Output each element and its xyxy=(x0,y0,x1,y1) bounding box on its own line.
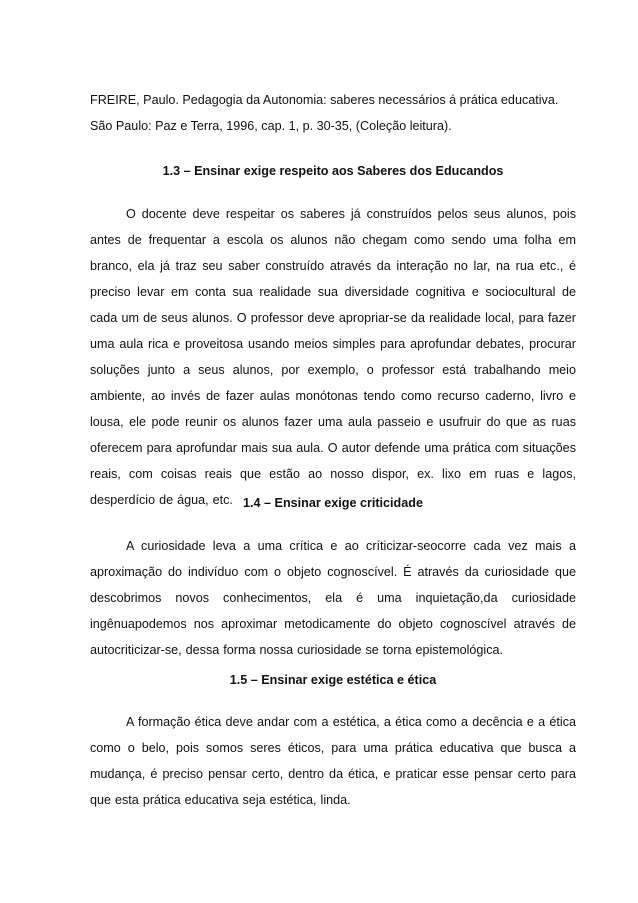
section-paragraph-1-3: O docente deve respeitar os saberes já construídos pelos seus alunos, pois antes de frequentar a escola os alunos não chegam como sendo uma folha em branco, ela já traz seu saber construído através da interação no lar, na rua etc., é preciso levar em conta sua realidade sua diversidade cognitiva e sociocultural de cada um de seus alunos. O professor deve apropriar-se da realidade local, para fazer uma aula rica e proveitosa usando meios simples para aprofundar debates, procurar soluções junto a seus alunos, por exemplo, o professor está trabalhando meio ambiente, ao invés de fazer aulas monótonas tendo como recurso caderno, livro e lousa, ele pode reunir os alunos fazer uma aula passeio e usufruir do que as ruas oferecem para aprofundar mais sua aula. O autor defende uma prática com situações reais, com coisas reais que estão ao nosso dispor, ex. lixo em ruas e lagos, desperdício de água, etc. xyxy=(90,207,576,507)
reference-line-1: FREIRE, Paulo. Pedagogia da Autonomia: saberes necessários á prática educativa. xyxy=(90,93,559,107)
section-paragraph-1-4: A curiosidade leva a uma crítica e ao críticizar-seocorre cada vez mais a aproximação do indivíduo com o objeto cognoscível. É através da curiosidade que descobrimos novos conhecimentos, ela é uma inquietação,da curiosidade ingênuapodemos nos aproximar metodicamente do objeto cognoscível através de autocriticizar-se, dessa forma nossa curiosidade se torna epistemológica. xyxy=(90,539,576,657)
bibliographic-reference xyxy=(90,87,576,139)
section-heading-1-4: 1.4 – Ensinar exige criticidade xyxy=(243,496,423,510)
section-heading-1-5: 1.5 – Ensinar exige estética e ética xyxy=(229,673,437,687)
section-heading-1-3: 1.3 – Ensinar exige respeito aos Saberes dos Educandos xyxy=(162,164,504,178)
section-paragraph-1-5: A formação ética deve andar com a estética, a ética como a decência e a ética como o belo, pois somos seres éticos, para uma prática educativa que busca a mudança, é preciso pensar certo, dentro da ética, e praticar esse pensar certo para que esta prática educativa seja estética, linda. xyxy=(90,715,576,807)
reference-line-2: São Paulo: Paz e Terra, 1996, cap. 1, p. 30-35, (Coleção leitura). xyxy=(90,119,452,133)
